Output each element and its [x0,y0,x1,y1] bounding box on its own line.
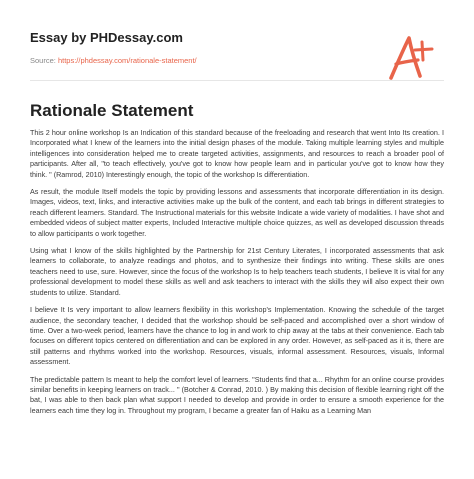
paragraph-2: As result, the module Itself models the topic by providing lessons and assessments that incorporate differentiation in its design. Images, videos, text, links, and interactive activities make up the bulk of the content, and each tab brings in different strategies to reach different learners. Standard. The Instructional materials for this website Indicate a wide variety of modalities. I have shot and embedded videos of subject matter experts, Included Interactive multiple choice quizzes, as well as developed discussion threads to allow participants o work together. [30,187,444,238]
source-label: Source: [30,56,56,65]
paragraph-5: The predictable pattern Is meant to help the comfort level of learners. "Students find that a... Rhythm for an online course provides similar benefits in keeping learners on track... " (Botcher & Conrad, 2010. ) By making this decision of flexible learning right off the bat, I was able to then back plan what support I needed to develop and provide in order to ensure a smooth experience for the learners each time they log in. Throughout my program, I became a greater fan of Haiku as a Learning Man [30,374,444,415]
document-title: Rationale Statement [30,101,194,120]
a-plus-grade-icon [385,28,437,88]
header-divider [30,80,444,81]
page-header [30,30,390,66]
source-link[interactable]: https://phdessay.com/rationale-statement/ [57,56,197,65]
paragraph-4: I believe It Is very important to allow learners flexibility in this workshop's Implementation. Knowing the schedule of the target audience, the secondary teacher, I decided that the workshop should be self-paced and accomplished over a short window of time. Over a two-week period, learners have the chance to log in and work to chip away at the tabs at their convenience. Each tab focuses on different topics centered on differentiation and can be explored in any order. However, as self-paced as it is, there are still patterns and rhythms worked into the workshop. Resources, visuals, informal assessment. Resources, visuals, Informal assessment. [30,305,444,367]
paragraph-3: Using what I know of the skills highlighted by the Partnership for 21st Century Literates, I incorporated assessments that ask learners to collaborate, to analyze readings and photos, and to synthesize their findings into writing. These skills are ones teachers need to use, sure. However, since the focus of the workshop Is to help teachers teach students, I believe It is vital for any professional development to model these skills as well and ask teachers to interact with the skills they will also expect their own students to utilize. Standard. [30,246,444,297]
paragraph-1: This 2 hour online workshop Is an Indication of this standard because of the freeloading and research that went Into Its creation. I Incorporated what I knew of the learners into the initial design phases of the module. Taking multiple learning styles and multiple intelligences into consideration helped me to create targeted activities, assignments, and resources to reach a broader pool of participants. After all, "to teach effectively, you've got to know how people learn and in particular you've got to know how they think. " (Ramrod, 2010) Interestingly enough, the topic of the workshop Is differentiation. [30,128,444,179]
source-line [30,56,390,66]
brand-title: Essay by PHDessay.com [30,30,183,45]
document-body [30,128,444,473]
